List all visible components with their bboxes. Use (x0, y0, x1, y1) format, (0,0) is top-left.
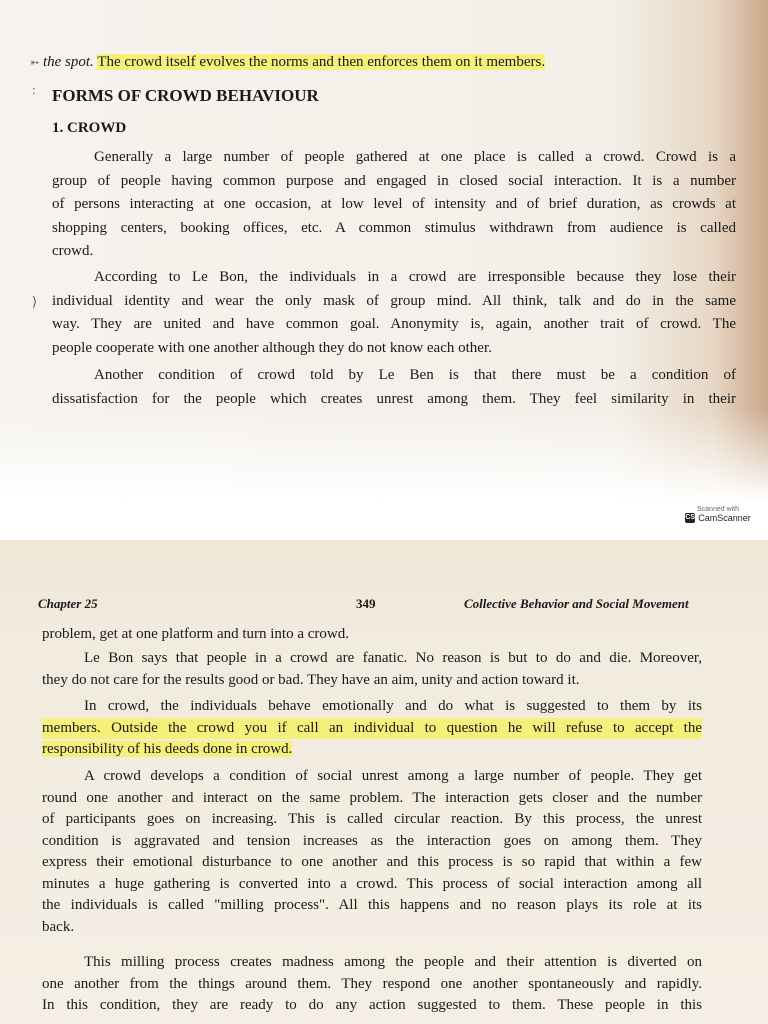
text-row: minutes a huge gathering is converted into a crowd. This process of social interaction among all (42, 875, 702, 892)
text-row: of participants goes on increasing. This is called circular reaction. By this process, the unrest (42, 811, 702, 827)
running-head-left: Chapter 25 (38, 596, 98, 611)
text-row: shopping centers, booking offices, etc. A common stimulus withdrawn from audience is called (52, 219, 736, 236)
badge-line-2-wrap (680, 513, 756, 523)
text-row: the individuals is called "milling process". All this happens and no reason plays its role at its (42, 897, 702, 913)
text-row: round one another and interact on the same problem. The interaction gets closer and the number (42, 789, 702, 806)
text-row: individual identity and wear the only mask of group mind. All think, talk and do in the same (52, 292, 736, 309)
first-line-prefix: the spot. (42, 54, 94, 70)
scan-fade (0, 410, 768, 500)
text-row: problem, get at one platform and turn into a crowd. (42, 626, 349, 642)
text-row: This milling process creates madness among the people and their attention is diverted on (84, 954, 702, 970)
highlight-span: responsibility of his deeds done in crowd. (42, 741, 293, 757)
bottom-paragraph-1 (42, 624, 702, 646)
text-row: way. They are united and have common goal. Anonymity is, again, another trait of crowd. The (52, 316, 736, 332)
text-row: group of people having common purpose and engaged in closed social interaction. It is a number (52, 172, 736, 189)
scan-mark-icon: ➳ (30, 57, 40, 69)
bottom-paragraph-2 (42, 648, 702, 691)
text-row: According to Le Bon, the individuals in a crowd are irresponsible because they lose their (94, 269, 736, 285)
text-row: people cooperate with one another although they do not know each other. (52, 339, 492, 356)
margin-colon-mark: : (32, 82, 36, 97)
camscanner-icon: CS (685, 514, 696, 521)
first-line (30, 52, 545, 73)
badge-line-1: Scanned with (696, 506, 740, 513)
text-row: express their emotional disturbance to one another and this process is so rapid that within a few (42, 854, 702, 870)
margin-bracket-mark: ⟩ (32, 294, 38, 309)
section-title: FORMS OF CROWD BEHAVIOUR (52, 86, 319, 105)
running-head-right: Collective Behavior and Social Movement (464, 596, 689, 611)
top-paragraph-3 (52, 364, 736, 411)
text-row: members. Outside the crowd you if call an individual to question he will refuse to accept the (42, 718, 702, 740)
bottom-paragraph-3 (42, 696, 702, 761)
text-row (42, 739, 702, 761)
top-paragraph-2 (52, 266, 736, 360)
top-paragraph-1 (52, 146, 736, 264)
bottom-paragraph-5 (42, 952, 702, 1017)
text-row: of persons interacting at one occasion, at low level of intensity and of brief duration, as crowds at (52, 196, 736, 212)
text-row: A crowd develops a condition of social unrest among a large number of people. They get (84, 768, 702, 784)
text-row: one another from the things around them. They respond one another spontaneously and rapidly. (42, 975, 702, 992)
text-row: Le Bon says that people in a crowd are fanatic. No reason is but to do and die. Moreover, (84, 650, 702, 666)
text-row: dissatisfaction for the people which creates unrest among them. They feel similarity in their (52, 390, 736, 407)
camscanner-badge (680, 506, 756, 532)
text-row: they do not care for the results good or bad. They have an aim, unity and action toward it. (42, 671, 580, 688)
text-row: In this condition, they are ready to do any action suggested to them. These people in this (42, 997, 702, 1013)
text-row: Another condition of crowd told by Le Ben is that there must be a condition of (94, 367, 736, 383)
subsection-title: 1. CROWD (52, 120, 127, 136)
badge-line-2: CamScanner (698, 513, 751, 523)
bottom-paragraph-4 (42, 766, 702, 938)
text-row: In crowd, the individuals behave emotionally and do what is suggested to them by its (84, 698, 702, 714)
text-row: crowd. (52, 243, 94, 259)
text-row: condition is aggravated and tension increases as the interaction goes on among them. They (42, 832, 702, 849)
text-row: Generally a large number of people gathered at one place is called a crowd. Crowd is a (94, 149, 736, 165)
running-head-page-number: 349 (356, 596, 376, 611)
first-line-highlight: The crowd itself evolves the norms and then enforces them on it members. (97, 54, 546, 70)
text-row: back. (42, 918, 75, 935)
